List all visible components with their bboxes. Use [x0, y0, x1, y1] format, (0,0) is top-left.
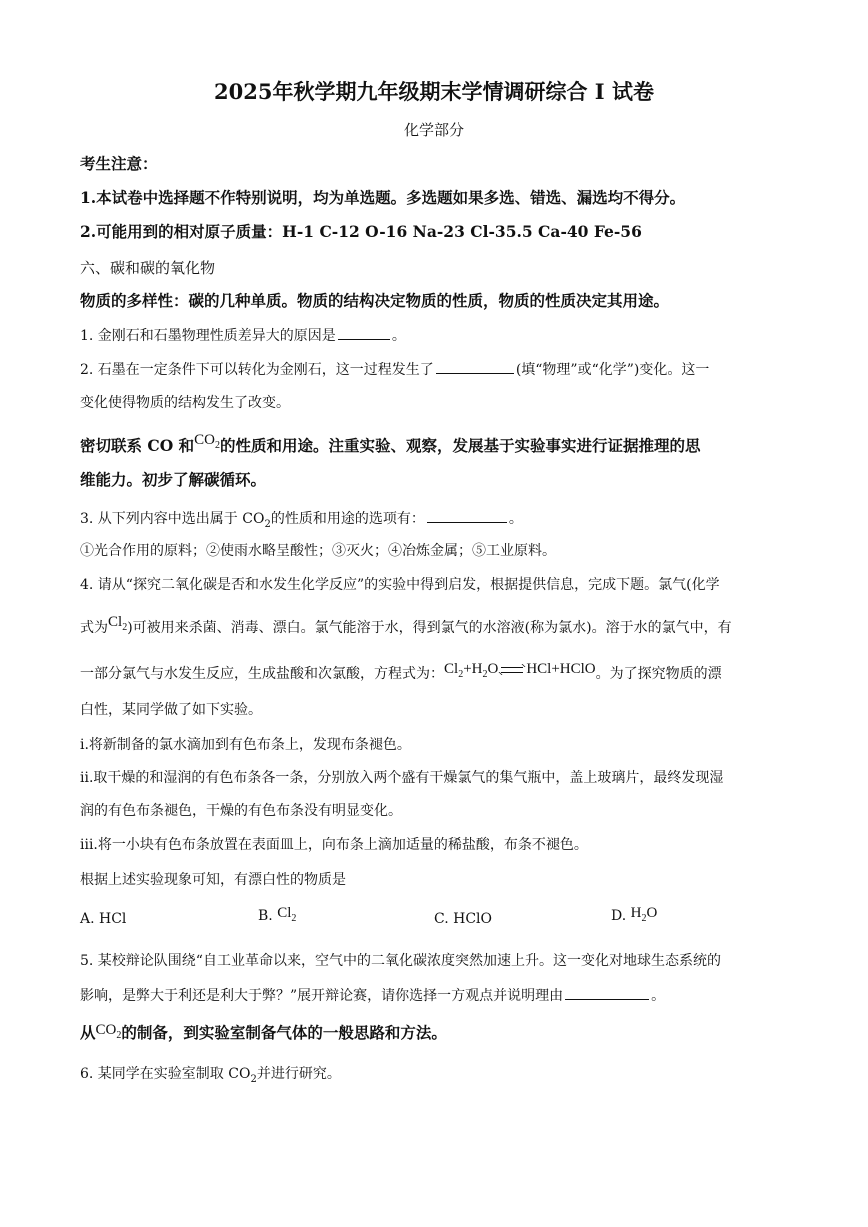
- option-c[interactable]: C. HClO: [434, 911, 492, 927]
- question-4-line-1: 4. 请从“探究二氧化碳是否和水发生化学反应”的实验中得到启发，根据提供信息，完成下题。氯气(化学: [80, 577, 720, 593]
- formula-co: CO: [95, 1022, 117, 1038]
- question-4-text-cont: 。为了探究物质的漂: [595, 666, 722, 682]
- exam-subtitle: 化学部分: [403, 121, 464, 139]
- question-5-line-2: [80, 985, 790, 1006]
- answer-blank-3[interactable]: [427, 508, 507, 523]
- eq-plus-h: +H: [463, 661, 483, 677]
- experiment-step-1: ⅰ.将新制备的氯水滴加到有色布条上，发现布条褪色。: [80, 737, 411, 753]
- question-4-line-4: 白性，某同学做了如下实验。: [80, 702, 262, 718]
- formula-sub: 2: [116, 1030, 122, 1041]
- notice-item-2: 2.可能用到的相对原子质量：H-1 C-12 O-16 Na-23 Cl-35.5 Ca-40 Fe-56: [80, 222, 642, 241]
- option-d-label: D.: [611, 908, 627, 924]
- experiment-step-3: ⅲ.将一小块有色布条放置在表面皿上，向布条上滴加适量的稀盐酸，布条不褪色。: [80, 837, 588, 853]
- intro-2-text: 密切联系 CO 和: [80, 436, 195, 455]
- intro-3-text-cont: 的制备，到实验室制备气体的一般思路和方法。: [121, 1023, 447, 1042]
- option-b-formula: [277, 905, 297, 924]
- question-1: [80, 325, 790, 346]
- notice-item-1: 1.本试卷中选择题不作特别说明，均为单选题。多选题如果多选、错选、漏选均不得分。: [80, 188, 686, 207]
- intro-2-text-cont: 的性质和用途。注重实验、观察，发展基于实验事实进行证据推理的思: [219, 436, 701, 455]
- question-3-text: 3. 从下列内容中选出属于 CO: [80, 511, 265, 527]
- formula-sub: 2: [122, 622, 128, 633]
- section-intro-1: 物质的多样性：碳的几种单质。物质的结构决定物质的性质，物质的性质决定其用途。: [80, 291, 670, 310]
- question-6-text: 6. 某同学在实验室制取 CO: [80, 1066, 251, 1082]
- option-a[interactable]: A. HCl: [80, 911, 127, 927]
- question-6-text-cont: 并进行研究。: [256, 1066, 341, 1082]
- question-3-sub: 2: [264, 518, 271, 530]
- formula-cl: Cl: [108, 614, 123, 630]
- question-5-end: 。: [651, 988, 666, 1004]
- question-6: [80, 1064, 790, 1090]
- formula-sub: 2: [214, 440, 220, 451]
- experiment-step-2: ⅱ.取干燥的和湿润的有色布条各一条，分别放入两个盛有干燥氯气的集气瓶中，盖上玻璃片，最终发现湿: [80, 770, 724, 786]
- option-b[interactable]: [258, 905, 297, 927]
- formula-h: H: [630, 905, 642, 921]
- question-1-text: 1. 金刚石和石墨物理性质差异大的原因是: [80, 328, 336, 344]
- cl2-formula: [108, 614, 128, 633]
- chemical-equation: [444, 661, 596, 680]
- exam-title: 2025年秋学期九年级期末学情调研综合 I 试卷: [214, 79, 654, 104]
- intro-3-text: 从: [80, 1023, 96, 1042]
- section-intro-2-cont: 维能力。初步了解碳循环。: [80, 470, 267, 489]
- answer-blank-5[interactable]: [565, 985, 649, 1000]
- section-intro-2: [80, 432, 790, 463]
- eq-cl: Cl: [444, 661, 459, 677]
- option-b-label: B.: [258, 908, 273, 924]
- question-5-text: 影响，是弊大于利还是利大于弊？”展开辩论赛，请你选择一方观点并说明理由: [80, 988, 564, 1004]
- question-3-end: 。: [508, 511, 523, 527]
- reversible-arrow-icon: [501, 664, 523, 676]
- formula-o: O: [646, 905, 658, 921]
- eq-o: O: [487, 661, 499, 677]
- question-2-text-cont: (填“物理”或“化学”)变化。这一: [515, 362, 710, 378]
- eq-products: HCl+HClO: [526, 661, 596, 677]
- co2-formula: [194, 432, 220, 451]
- question-2-line-1: [80, 359, 790, 380]
- question-3: [80, 508, 790, 535]
- question-4-prompt: 根据上述实验现象可知，有漂白性的物质是: [80, 872, 346, 888]
- formula-sub: 2: [291, 913, 297, 924]
- question-2-text: 2. 石墨在一定条件下可以转化为金刚石，这一过程发生了: [80, 362, 434, 378]
- formula-cl: Cl: [277, 905, 292, 921]
- question-2-line-2: 变化使得物质的结构发生了改变。: [80, 395, 290, 411]
- question-4-line-3: [80, 661, 790, 690]
- eq-sub: 2: [458, 669, 464, 680]
- question-4-text: 式为: [80, 620, 108, 636]
- question-6-sub: 2: [250, 1073, 257, 1085]
- option-d[interactable]: [611, 905, 658, 927]
- question-4-text: 一部分氯气与水发生反应，生成盐酸和次氯酸，方程式为：: [80, 666, 444, 682]
- answer-blank-2[interactable]: [436, 359, 514, 374]
- answer-blank-1[interactable]: [338, 325, 390, 340]
- question-3-choices: ①光合作用的原料；②使雨水略呈酸性；③灭火；④冶炼金属；⑤工业原料。: [80, 543, 556, 559]
- formula-co: CO: [194, 432, 215, 448]
- experiment-step-2-cont: 润的有色布条褪色，干燥的有色布条没有明显变化。: [80, 803, 402, 819]
- co2-formula: [95, 1022, 122, 1041]
- formula-sub: 2: [641, 913, 647, 924]
- section-intro-3: [80, 1023, 790, 1050]
- question-1-end: 。: [391, 328, 406, 344]
- section-title: 六、碳和碳的氧化物: [80, 259, 216, 277]
- question-4-line-2: [80, 614, 790, 644]
- question-4-text-cont: )可被用来杀菌、消毒、漂白。氯气能溶于水，得到氯气的水溶液(称为氯水)。溶于水的氯气中，有: [127, 620, 732, 636]
- eq-sub: 2: [482, 669, 488, 680]
- question-5-line-1: 5. 某校辩论队围绕“自工业革命以来，空气中的二氧化碳浓度突然加速上升。这一变化对地球生态系统的: [80, 953, 721, 969]
- notice-heading: 考生注意：: [80, 154, 158, 173]
- option-d-formula: [630, 905, 658, 924]
- question-3-text-cont: 的性质和用途的选项有：: [270, 511, 425, 527]
